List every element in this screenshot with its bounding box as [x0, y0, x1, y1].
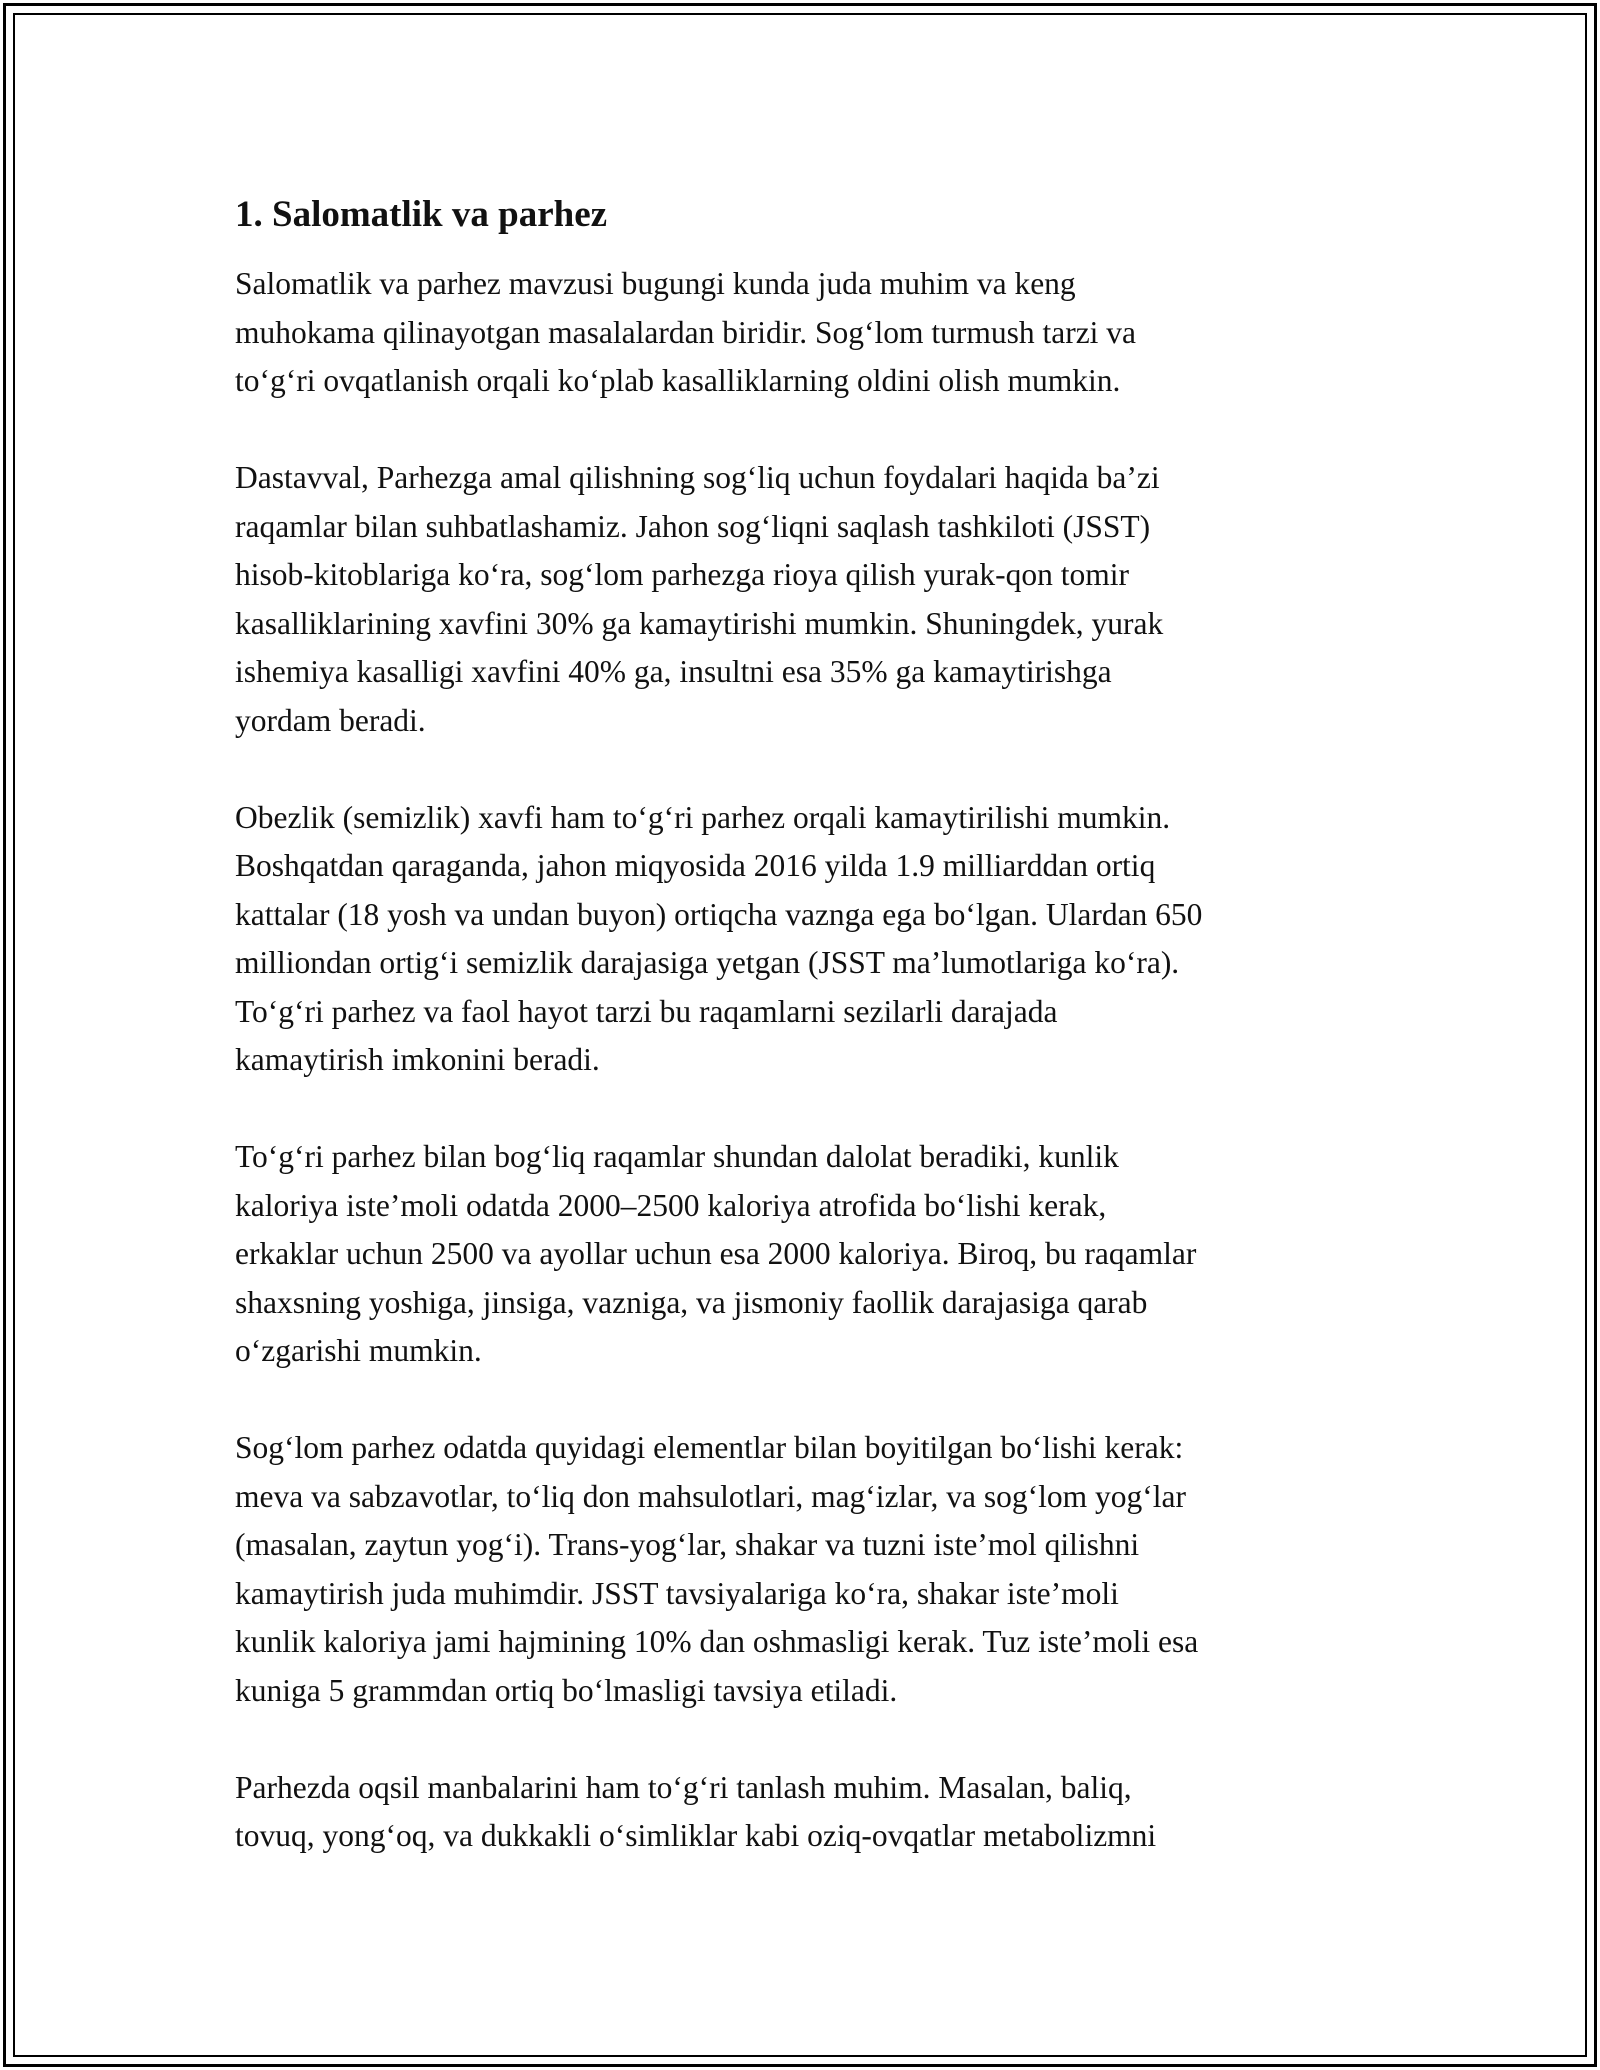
text-line: kattalar (18 yosh va undan buyon) ortiqcha vaznga ega bo‘lgan. Ulardan 650 [235, 896, 1203, 932]
text-line: kaloriya iste’moli odatda 2000–2500 kaloriya atrofida bo‘lishi kerak, [235, 1187, 1107, 1223]
document-body [235, 184, 1385, 1909]
text-line: tovuq, yong‘oq, va dukkakli o‘simliklar kabi oziq-ovqatlar metabolizmni [235, 1818, 1157, 1853]
text-line: meva va sabzavotlar, to‘liq don mahsulotlari, mag‘izlar, va sog‘lom yog‘lar [235, 1478, 1186, 1514]
text-line: yordam beradi. [235, 702, 426, 738]
paragraph-healthy-diet [235, 1424, 1385, 1715]
text-line: Salomatlik va parhez mavzusi bugungi kunda juda muhim va keng [235, 266, 1076, 301]
paragraph-intro [235, 260, 1385, 406]
text-line: kamaytirish juda muhimdir. JSST tavsiyalariga ko‘ra, shakar iste’moli [235, 1575, 1119, 1611]
text-line: (masalan, zaytun yog‘i). Trans-yog‘lar, shakar va tuzni iste’mol qilishni [235, 1527, 1140, 1562]
text-line: Boshqatdan qaraganda, jahon miqyosida 2016 yilda 1.9 milliarddan ortiq [235, 848, 1156, 883]
text-line: kamaytirish imkonini beradi. [235, 1042, 600, 1077]
text-line: kuniga 5 grammdan ortiq bo‘lmasligi tavsiya etiladi. [235, 1672, 898, 1708]
text-line: Dastavval, Parhezga amal qilishning sog‘liq uchun foydalari haqida ba’zi [235, 460, 1160, 495]
text-line: shaxsning yoshiga, jinsiga, vazniga, va jismoniy faollik darajasiga qarab [235, 1284, 1148, 1320]
text-line: erkaklar uchun 2500 va ayollar uchun esa 2000 kaloriya. Biroq, bu raqamlar [235, 1236, 1197, 1271]
text-line: o‘zgarishi mumkin. [235, 1333, 482, 1368]
text-line: ishemiya kasalligi xavfini 40% ga, insultni esa 35% ga kamaytirishga [235, 654, 1112, 689]
paragraph-calories [235, 1133, 1385, 1376]
section-heading: 1. Salomatlik va parhez [235, 194, 608, 235]
text-line: To‘g‘ri parhez bilan bog‘liq raqamlar shundan dalolat beradiki, kunlik [235, 1139, 1119, 1174]
paragraph-benefits [235, 454, 1385, 745]
text-line: kunlik kaloriya jami hajmining 10% dan oshmasligi kerak. Tuz iste’moli esa [235, 1624, 1199, 1659]
text-line: To‘g‘ri parhez va faol hayot tarzi bu raqamlarni sezilarli darajada [235, 993, 1058, 1029]
text-line: hisob-kitoblariga ko‘ra, sog‘lom parhezga rioya qilish yurak-qon tomir [235, 557, 1130, 592]
paragraph-obesity [235, 794, 1385, 1085]
text-line: milliondan ortig‘i semizlik darajasiga yetgan (JSST ma’lumotlariga ko‘ra). [235, 945, 1180, 980]
text-line: muhokama qilinayotgan masalalardan biridir. Sog‘lom turmush tarzi va [235, 314, 1137, 350]
paragraph-protein [235, 1764, 1385, 1861]
text-line: kasalliklarining xavfini 30% ga kamaytirishi mumkin. Shuningdek, yurak [235, 605, 1164, 641]
text-line: raqamlar bilan suhbatlashamiz. Jahon sog‘liqni saqlash tashkiloti (JSST) [235, 508, 1151, 544]
text-line: Obezlik (semizlik) xavfi ham to‘g‘ri parhez orqali kamaytirilishi mumkin. [235, 799, 1171, 835]
text-line: to‘g‘ri ovqatlanish orqali ko‘plab kasalliklarning oldini olish mumkin. [235, 363, 1121, 398]
text-line: Parhezda oqsil manbalarini ham to‘g‘ri tanlash muhim. Masalan, baliq, [235, 1769, 1132, 1805]
text-line: Sog‘lom parhez odatda quyidagi elementlar bilan boyitilgan bo‘lishi kerak: [235, 1430, 1184, 1465]
